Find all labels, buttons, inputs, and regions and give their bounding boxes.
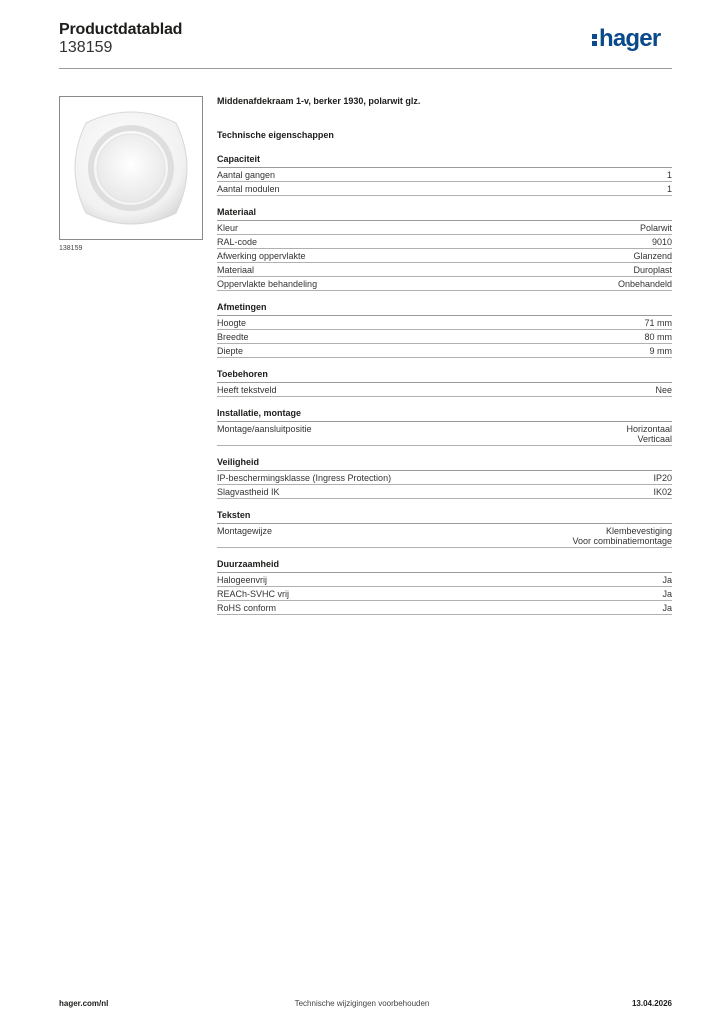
spec-value-line: Polarwit [639, 223, 672, 233]
spec-value-line: Onbehandeld [617, 279, 672, 289]
spec-row [217, 263, 672, 277]
article-number: 138159 [59, 39, 113, 56]
spec-row [217, 422, 672, 446]
spec-value [633, 265, 672, 275]
spec-value-line: Duroplast [633, 265, 672, 275]
spec-value [633, 251, 672, 261]
spec-value [662, 603, 672, 613]
spec-row [217, 573, 672, 587]
footer-date: 13.04.2026 [631, 999, 672, 1008]
spec-row [217, 277, 672, 291]
spec-row [217, 587, 672, 601]
spec-label: Aantal gangen [217, 170, 276, 180]
spec-label: Afwerking oppervlakte [217, 251, 306, 261]
header-divider [59, 68, 672, 69]
spec-content [217, 96, 672, 626]
spec-row [217, 485, 672, 499]
spec-value-line: IP20 [653, 473, 672, 483]
spec-value [618, 279, 672, 289]
spec-value [667, 184, 672, 194]
spec-row [217, 383, 672, 397]
section-title: Veiligheid [217, 457, 672, 471]
spec-value-line: Ja [662, 575, 672, 585]
spec-label: Montage/aansluitpositie [217, 424, 312, 434]
spec-value-line: Voor combinatiemontage [572, 536, 672, 546]
image-caption: 138159 [59, 245, 83, 252]
logo-text: hager [599, 25, 661, 52]
spec-label: Diepte [217, 346, 244, 356]
spec-value [640, 223, 672, 233]
spec-value [572, 526, 672, 546]
spec-value [652, 237, 672, 247]
spec-value-line: 80 mm [644, 332, 672, 342]
spec-value [653, 487, 672, 497]
spec-value-line: 9 mm [649, 346, 672, 356]
spec-label: IP-beschermingsklasse (Ingress Protection) [217, 473, 392, 483]
logo-colon-icon [592, 34, 597, 46]
spec-row [217, 344, 672, 358]
spec-value-line: Verticaal [637, 434, 672, 444]
spec-value [667, 170, 672, 180]
product-title: Middenafdekraam 1-v, berker 1930, polarwit glz. [217, 96, 421, 106]
spec-value-line: Klembevestiging [605, 526, 672, 536]
spec-section [217, 408, 672, 446]
section-title: Teksten [217, 510, 672, 524]
spec-value-line: 1 [666, 184, 672, 194]
hager-logo[interactable] [592, 27, 660, 51]
spec-label: REACh-SVHC vrij [217, 589, 290, 599]
spec-value-line: Horizontaal [626, 424, 672, 434]
spec-label: Slagvastheid IK [217, 487, 280, 497]
spec-row [217, 601, 672, 615]
spec-label: Kleur [217, 223, 239, 233]
spec-value [653, 473, 672, 483]
product-image [59, 96, 203, 240]
spec-value [644, 318, 672, 328]
spec-value-line: Nee [655, 385, 672, 395]
spec-value-line: 9010 [651, 237, 672, 247]
section-title: Installatie, montage [217, 408, 672, 422]
spec-label: Oppervlakte behandeling [217, 279, 318, 289]
spec-section [217, 369, 672, 397]
spec-section [217, 302, 672, 358]
spec-value [650, 346, 673, 356]
spec-label: Halogeenvrij [217, 575, 268, 585]
spec-value [662, 589, 672, 599]
spec-value [644, 332, 672, 342]
spec-value-line: Ja [662, 603, 672, 613]
spec-section [217, 457, 672, 499]
spec-label: Montagewijze [217, 526, 273, 536]
spec-value [626, 424, 672, 444]
spec-section [217, 559, 672, 615]
spec-label: Hoogte [217, 318, 247, 328]
section-title: Duurzaamheid [217, 559, 672, 573]
spec-value [662, 575, 672, 585]
spec-value-line: Ja [662, 589, 672, 599]
spec-label: Materiaal [217, 265, 255, 275]
spec-row [217, 524, 672, 548]
spec-section [217, 154, 672, 196]
spec-value [655, 385, 672, 395]
spec-row [217, 235, 672, 249]
section-title: Toebehoren [217, 369, 672, 383]
footer-website[interactable]: hager.com/nl [59, 999, 109, 1008]
spec-row [217, 182, 672, 196]
spec-value-line: IK02 [653, 487, 672, 497]
spec-section [217, 207, 672, 291]
spec-label: Aantal modulen [217, 184, 280, 194]
page-title: Productdatablad [59, 21, 183, 38]
spec-sections [217, 154, 672, 615]
spec-label: RoHS conform [217, 603, 277, 613]
spec-label: RAL-code [217, 237, 258, 247]
spec-value-line: Glanzend [633, 251, 672, 261]
section-title: Afmetingen [217, 302, 672, 316]
spec-value-line: 71 mm [644, 318, 672, 328]
footer-notice: Technische wijzigingen voorbehouden [294, 999, 430, 1008]
spec-row [217, 330, 672, 344]
tech-heading: Technische eigenschappen [217, 130, 334, 140]
section-title: Capaciteit [217, 154, 672, 168]
spec-section [217, 510, 672, 548]
spec-value-line: 1 [666, 170, 672, 180]
spec-label: Heeft tekstveld [217, 385, 277, 395]
spec-row [217, 316, 672, 330]
spec-label: Breedte [217, 332, 249, 342]
spec-row [217, 471, 672, 485]
section-title: Materiaal [217, 207, 672, 221]
spec-row [217, 168, 672, 182]
spec-row [217, 221, 672, 235]
frame-illustration [60, 97, 202, 239]
spec-row [217, 249, 672, 263]
